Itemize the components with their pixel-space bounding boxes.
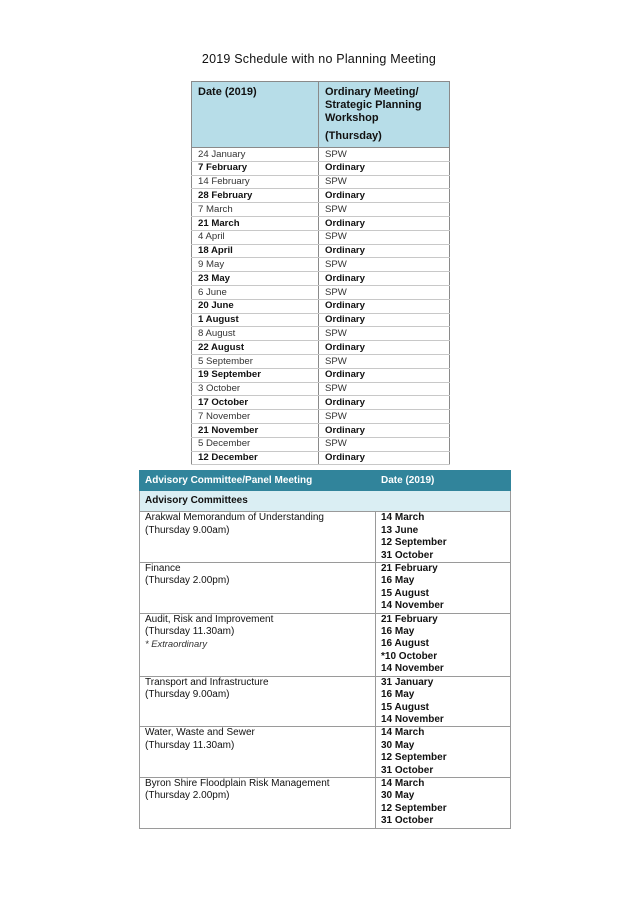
committee-name: Finance bbox=[145, 563, 181, 575]
table-row bbox=[192, 382, 450, 396]
table-row bbox=[192, 258, 450, 272]
meeting-date: 23 May bbox=[192, 272, 319, 286]
committee-date: 16 May bbox=[381, 575, 415, 587]
advisory-committee-table bbox=[139, 470, 511, 829]
committee-row bbox=[140, 777, 511, 828]
meeting-date: 7 November bbox=[192, 410, 319, 424]
committee-cell bbox=[140, 777, 376, 828]
committee-date: 14 November bbox=[381, 663, 444, 675]
meeting-date: 8 August bbox=[192, 327, 319, 341]
committee-dates bbox=[376, 727, 511, 778]
meeting-schedule-body bbox=[192, 148, 450, 465]
page-title: 2019 Schedule with no Planning Meeting bbox=[201, 52, 437, 66]
committee-dates bbox=[376, 512, 511, 563]
table-row bbox=[192, 354, 450, 368]
meeting-type: Ordinary bbox=[319, 216, 450, 230]
header-meeting-day: (Thursday) bbox=[325, 130, 382, 142]
table-row bbox=[192, 216, 450, 230]
meeting-type: SPW bbox=[319, 410, 450, 424]
meeting-date: 3 October bbox=[192, 382, 319, 396]
meeting-date: 6 June bbox=[192, 285, 319, 299]
committee-dates bbox=[376, 676, 511, 727]
meeting-date: 20 June bbox=[192, 299, 319, 313]
committee-name: Water, Waste and Sewer bbox=[145, 727, 255, 739]
meeting-date: 24 January bbox=[192, 148, 319, 162]
committee-date: 12 September bbox=[381, 537, 447, 549]
meeting-date: 1 August bbox=[192, 313, 319, 327]
committee-date: 15 August bbox=[381, 587, 429, 599]
committee-cell bbox=[140, 727, 376, 778]
committee-table-body bbox=[140, 491, 511, 829]
meeting-type: Ordinary bbox=[319, 313, 450, 327]
committee-time: (Thursday 2.00pm) bbox=[145, 790, 230, 802]
header-committee: Advisory Committee/Panel Meeting bbox=[140, 471, 376, 491]
meeting-type: SPW bbox=[319, 327, 450, 341]
table-row bbox=[192, 451, 450, 465]
committee-date: 31 October bbox=[381, 815, 434, 827]
committee-cell bbox=[140, 613, 376, 676]
committee-date: 14 March bbox=[381, 727, 425, 739]
header-meeting-type bbox=[319, 82, 450, 148]
meeting-type: Ordinary bbox=[319, 396, 450, 410]
committee-cell bbox=[140, 512, 376, 563]
table-row bbox=[192, 341, 450, 355]
meeting-date: 5 December bbox=[192, 437, 319, 451]
meeting-type: Ordinary bbox=[319, 244, 450, 258]
committee-cell bbox=[140, 676, 376, 727]
meeting-type: SPW bbox=[319, 437, 450, 451]
table-row bbox=[192, 410, 450, 424]
committee-date: 13 June bbox=[381, 524, 419, 536]
meeting-date: 22 August bbox=[192, 341, 319, 355]
table-row bbox=[192, 368, 450, 382]
committee-date: 16 May bbox=[381, 689, 415, 701]
committee-time: (Thursday 11.30am) bbox=[145, 626, 235, 638]
committee-date: 14 March bbox=[381, 777, 425, 789]
committee-time: (Thursday 9.00am) bbox=[145, 524, 230, 536]
committee-date: 12 September bbox=[381, 752, 447, 764]
table-row bbox=[192, 148, 450, 162]
header-committee-date: Date (2019) bbox=[376, 471, 511, 491]
committee-date: 31 October bbox=[381, 764, 434, 776]
meeting-date: 7 February bbox=[192, 161, 319, 175]
meeting-date: 19 September bbox=[192, 368, 319, 382]
meeting-date: 17 October bbox=[192, 396, 319, 410]
header-date: Date (2019) bbox=[192, 82, 319, 148]
committee-time: (Thursday 9.00am) bbox=[145, 689, 230, 701]
meeting-type: SPW bbox=[319, 148, 450, 162]
committee-date: 21 February bbox=[381, 563, 438, 575]
meeting-schedule-table bbox=[191, 81, 450, 465]
header-meeting-type-label: Ordinary Meeting/ Strategic Planning Workshop bbox=[325, 86, 422, 124]
committee-date: 21 February bbox=[381, 613, 438, 625]
committee-row bbox=[140, 727, 511, 778]
table-row bbox=[192, 244, 450, 258]
committee-name: Byron Shire Floodplain Risk Management bbox=[145, 777, 330, 789]
table-row bbox=[192, 230, 450, 244]
meeting-type: SPW bbox=[319, 175, 450, 189]
meeting-type: SPW bbox=[319, 203, 450, 217]
table-row bbox=[192, 161, 450, 175]
meeting-type: Ordinary bbox=[319, 299, 450, 313]
committee-dates bbox=[376, 613, 511, 676]
committee-dates bbox=[376, 777, 511, 828]
meeting-date: 21 March bbox=[192, 216, 319, 230]
committee-row bbox=[140, 676, 511, 727]
committee-date: 16 May bbox=[381, 626, 415, 638]
committee-date: 12 September bbox=[381, 802, 447, 814]
committee-name: Arakwal Memorandum of Understanding bbox=[145, 512, 324, 524]
table-row bbox=[192, 423, 450, 437]
section-title: Advisory Committees bbox=[140, 491, 511, 512]
section-row bbox=[140, 491, 511, 512]
committee-date: 15 August bbox=[381, 701, 429, 713]
meeting-type: SPW bbox=[319, 258, 450, 272]
meeting-type: SPW bbox=[319, 354, 450, 368]
meeting-date: 12 December bbox=[192, 451, 319, 465]
committee-date: 30 May bbox=[381, 739, 415, 751]
committee-note: * Extraordinary bbox=[145, 638, 208, 650]
meeting-date: 5 September bbox=[192, 354, 319, 368]
table-row bbox=[192, 299, 450, 313]
meeting-type: Ordinary bbox=[319, 451, 450, 465]
committee-row bbox=[140, 512, 511, 563]
table-row bbox=[192, 175, 450, 189]
committee-name: Audit, Risk and Improvement bbox=[145, 613, 274, 625]
table-row bbox=[192, 313, 450, 327]
committee-date: 30 May bbox=[381, 790, 415, 802]
meeting-type: SPW bbox=[319, 382, 450, 396]
meeting-type: Ordinary bbox=[319, 189, 450, 203]
meeting-date: 18 April bbox=[192, 244, 319, 258]
table-row bbox=[192, 189, 450, 203]
meeting-type: Ordinary bbox=[319, 161, 450, 175]
committee-date: 14 November bbox=[381, 600, 444, 612]
committee-date: 31 January bbox=[381, 676, 434, 688]
committee-cell bbox=[140, 563, 376, 614]
committee-date: 31 October bbox=[381, 549, 434, 561]
table-row bbox=[192, 285, 450, 299]
meeting-date: 9 May bbox=[192, 258, 319, 272]
committee-time: (Thursday 11.30am) bbox=[145, 739, 235, 751]
committee-row bbox=[140, 563, 511, 614]
meeting-date: 21 November bbox=[192, 423, 319, 437]
meeting-type: Ordinary bbox=[319, 272, 450, 286]
committee-row bbox=[140, 613, 511, 676]
meeting-date: 28 February bbox=[192, 189, 319, 203]
committee-date: *10 October bbox=[381, 650, 438, 662]
table-row bbox=[192, 437, 450, 451]
table-row bbox=[192, 396, 450, 410]
meeting-type: Ordinary bbox=[319, 368, 450, 382]
meeting-type: Ordinary bbox=[319, 341, 450, 355]
committee-dates bbox=[376, 563, 511, 614]
committee-date: 14 November bbox=[381, 713, 444, 725]
committee-date: 14 March bbox=[381, 512, 425, 524]
table-row bbox=[192, 272, 450, 286]
committee-name: Transport and Infrastructure bbox=[145, 676, 269, 688]
table-row bbox=[192, 327, 450, 341]
meeting-date: 7 March bbox=[192, 203, 319, 217]
committee-time: (Thursday 2.00pm) bbox=[145, 575, 230, 587]
table-row bbox=[192, 203, 450, 217]
committee-date: 16 August bbox=[381, 638, 429, 650]
meeting-type: SPW bbox=[319, 285, 450, 299]
meeting-type: Ordinary bbox=[319, 423, 450, 437]
meeting-date: 4 April bbox=[192, 230, 319, 244]
meeting-type: SPW bbox=[319, 230, 450, 244]
meeting-date: 14 February bbox=[192, 175, 319, 189]
